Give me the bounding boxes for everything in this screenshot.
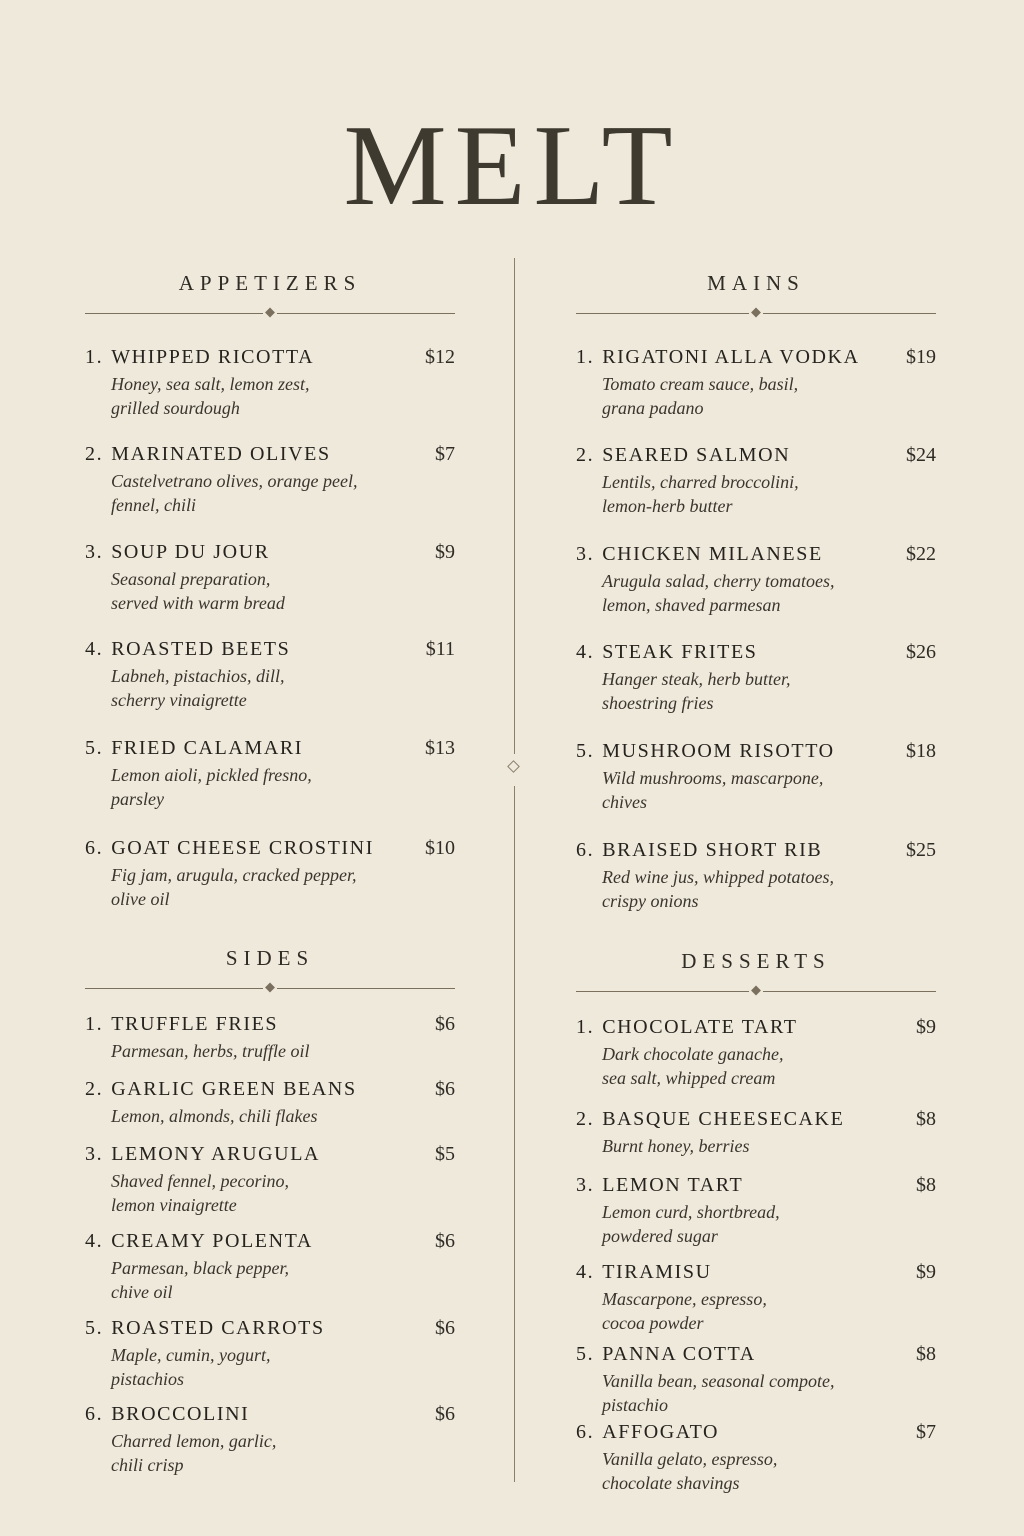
menu-item-name bbox=[576, 839, 822, 862]
menu-item bbox=[576, 543, 936, 617]
section-rule bbox=[85, 979, 455, 997]
menu-item-row bbox=[576, 444, 936, 467]
menu-item-description: Parmesan, black pepper, chive oil bbox=[111, 1258, 289, 1302]
menu-item bbox=[576, 839, 936, 913]
menu-item-description: Charred lemon, garlic, chili crisp bbox=[111, 1431, 277, 1475]
menu-item-row bbox=[576, 641, 936, 664]
menu-item-number: 4. bbox=[576, 641, 595, 663]
menu-item-row bbox=[85, 346, 455, 369]
restaurant-title: MELT bbox=[343, 102, 681, 230]
divider-diamond-ornament bbox=[507, 760, 520, 773]
diamond-ornament-icon bbox=[265, 983, 275, 993]
menu-item-name bbox=[576, 1174, 743, 1197]
menu-item-row bbox=[576, 346, 936, 369]
menu-item-number: 6. bbox=[85, 1403, 104, 1425]
menu-item-title: SEARED SALMON bbox=[602, 444, 791, 466]
menu-item-number: 2. bbox=[576, 1108, 595, 1130]
menu-item bbox=[85, 541, 455, 615]
section-rule bbox=[576, 982, 936, 1000]
column-divider-top bbox=[514, 258, 515, 754]
menu-item-row bbox=[85, 837, 455, 860]
menu-item-description: Shaved fennel, pecorino, lemon vinaigrette bbox=[111, 1171, 289, 1215]
menu-item-title: RIGATONI ALLA VODKA bbox=[602, 346, 860, 368]
menu-item-row bbox=[85, 1403, 455, 1426]
menu-item bbox=[85, 1317, 455, 1391]
menu-item bbox=[85, 443, 455, 517]
menu-item-row bbox=[85, 1143, 455, 1166]
right-column bbox=[576, 0, 936, 1536]
menu-item-row bbox=[85, 1317, 455, 1340]
menu-item bbox=[576, 1174, 936, 1248]
section-rule bbox=[85, 304, 455, 322]
menu-item-description: Lemon aioli, pickled fresno, parsley bbox=[111, 765, 312, 809]
menu-item-title: BRAISED SHORT RIB bbox=[602, 839, 823, 861]
menu-item-number: 5. bbox=[576, 740, 595, 762]
menu-item bbox=[576, 444, 936, 518]
mains-heading: MAINS bbox=[707, 271, 805, 295]
menu-item-row bbox=[576, 740, 936, 763]
desserts-heading: DESSERTS bbox=[681, 949, 831, 973]
menu-item-row bbox=[576, 1421, 936, 1444]
menu-item-title: CHICKEN MILANESE bbox=[602, 543, 823, 565]
menu-item-price: $7 bbox=[435, 443, 455, 465]
menu-item bbox=[85, 737, 455, 811]
appetizers-heading: APPETIZERS bbox=[178, 271, 362, 295]
menu-item-name bbox=[85, 737, 303, 760]
diamond-ornament-icon bbox=[265, 308, 275, 318]
sides-section bbox=[85, 943, 455, 1475]
menu-item-number: 6. bbox=[576, 1421, 595, 1443]
menu-item bbox=[576, 346, 936, 420]
menu-item-title: CHOCOLATE TART bbox=[602, 1016, 798, 1038]
menu-item-price: $6 bbox=[435, 1317, 455, 1339]
menu-item-name bbox=[576, 543, 823, 566]
menu-item-title: GARLIC GREEN BEANS bbox=[111, 1078, 357, 1100]
menu-item-title: ROASTED BEETS bbox=[111, 638, 291, 660]
menu-item-title: FRIED CALAMARI bbox=[111, 737, 304, 759]
menu-item-description: Parmesan, herbs, truffle oil bbox=[111, 1041, 310, 1061]
menu-item-name bbox=[85, 837, 374, 860]
menu-item-number: 5. bbox=[85, 1317, 104, 1339]
menu-item-price: $12 bbox=[425, 346, 455, 368]
menu-item bbox=[576, 740, 936, 814]
left-column bbox=[85, 0, 455, 1536]
menu-item-title: GOAT CHEESE CROSTINI bbox=[111, 837, 374, 859]
menu-item-price: $9 bbox=[435, 541, 455, 563]
menu-item-name bbox=[85, 638, 290, 661]
menu-item-name bbox=[85, 1403, 249, 1426]
menu-item-price: $18 bbox=[906, 740, 936, 762]
menu-item-title: LEMONY ARUGULA bbox=[111, 1143, 321, 1165]
menu-item-row bbox=[85, 541, 455, 564]
menu-item-title: AFFOGATO bbox=[602, 1421, 720, 1443]
menu-item-number: 2. bbox=[85, 1078, 104, 1100]
menu-item-number: 2. bbox=[85, 443, 104, 465]
menu-item-description: Labneh, pistachios, dill, scherry vinaigrette bbox=[111, 666, 285, 710]
menu-item-name bbox=[576, 1421, 719, 1444]
menu-item bbox=[85, 1403, 455, 1477]
menu-item-name bbox=[85, 541, 270, 564]
menu-item-title: PANNA COTTA bbox=[602, 1343, 756, 1365]
menu-item bbox=[85, 837, 455, 911]
menu-item bbox=[576, 1421, 936, 1495]
menu-item-title: SOUP DU JOUR bbox=[111, 541, 270, 563]
menu-item-name bbox=[576, 1261, 712, 1284]
menu-item-price: $11 bbox=[425, 638, 455, 660]
menu-item bbox=[85, 1230, 455, 1304]
menu-item-description: Maple, cumin, yogurt, pistachios bbox=[111, 1345, 271, 1389]
column-divider-bottom bbox=[514, 786, 515, 1482]
menu-item-title: ROASTED CARROTS bbox=[111, 1317, 325, 1339]
menu-item bbox=[576, 1108, 936, 1158]
menu-item-price: $19 bbox=[906, 346, 936, 368]
menu-item-row bbox=[576, 1174, 936, 1197]
sides-heading: SIDES bbox=[225, 946, 315, 970]
menu-item-title: LEMON TART bbox=[602, 1174, 744, 1196]
menu-item-price: $6 bbox=[435, 1078, 455, 1100]
menu-item-name bbox=[576, 641, 758, 664]
menu-item-description: Honey, sea salt, lemon zest, grilled sourdough bbox=[111, 374, 310, 418]
menu-item-title: STEAK FRITES bbox=[602, 641, 758, 663]
menu-item-row bbox=[576, 839, 936, 862]
menu-item-title: TIRAMISU bbox=[602, 1261, 712, 1283]
menu-item-price: $8 bbox=[916, 1343, 936, 1365]
menu-item-number: 4. bbox=[85, 638, 104, 660]
menu-item-price: $5 bbox=[435, 1143, 455, 1165]
menu-item-number: 1. bbox=[85, 346, 104, 368]
menu-item bbox=[576, 641, 936, 715]
menu-item-number: 1. bbox=[576, 1016, 595, 1038]
menu-item-number: 5. bbox=[576, 1343, 595, 1365]
menu-item-description: Lemon, almonds, chili flakes bbox=[111, 1106, 318, 1126]
menu-item-price: $6 bbox=[435, 1230, 455, 1252]
menu-item-name bbox=[576, 1016, 798, 1039]
menu-item-price: $13 bbox=[425, 737, 455, 759]
menu-item-name bbox=[576, 444, 790, 467]
menu-item-number: 2. bbox=[576, 444, 595, 466]
menu-item-description: Vanilla bean, seasonal compote, pistachio bbox=[602, 1371, 835, 1415]
menu-item-price: $9 bbox=[916, 1261, 936, 1283]
menu-item-description: Wild mushrooms, mascarpone, chives bbox=[602, 768, 824, 812]
menu-item-row bbox=[85, 443, 455, 466]
menu-item-description: Red wine jus, whipped potatoes, crispy onions bbox=[602, 867, 834, 911]
menu-item-name bbox=[85, 1230, 313, 1253]
menu-item-title: BROCCOLINI bbox=[111, 1403, 250, 1425]
desserts-section bbox=[576, 946, 936, 1493]
menu-item-description: Arugula salad, cherry tomatoes, lemon, shaved parmesan bbox=[602, 571, 835, 615]
menu-item-price: $22 bbox=[906, 543, 936, 565]
menu-item-row bbox=[85, 737, 455, 760]
menu-item-row bbox=[576, 1108, 936, 1131]
menu-item-description: Vanilla gelato, espresso, chocolate shavings bbox=[602, 1449, 778, 1493]
menu-item-price: $9 bbox=[916, 1016, 936, 1038]
menu-item-name bbox=[576, 346, 860, 369]
menu-item-number: 4. bbox=[85, 1230, 104, 1252]
menu-item-price: $7 bbox=[916, 1421, 936, 1443]
menu-item-name bbox=[85, 346, 314, 369]
menu-item-row bbox=[85, 638, 455, 661]
menu-item-title: MARINATED OLIVES bbox=[111, 443, 331, 465]
menu-item-name bbox=[85, 1078, 357, 1101]
section-rule bbox=[576, 304, 936, 322]
menu-item-description: Tomato cream sauce, basil, grana padano bbox=[602, 374, 799, 418]
menu-item-price: $6 bbox=[435, 1013, 455, 1035]
menu-item-description: Fig jam, arugula, cracked pepper, olive oil bbox=[111, 865, 357, 909]
menu-item-description: Lemon curd, shortbread, powdered sugar bbox=[602, 1202, 780, 1246]
menu-item-name bbox=[85, 443, 331, 466]
menu-item-name bbox=[85, 1317, 325, 1340]
menu-item-price: $26 bbox=[906, 641, 936, 663]
menu-item-number: 3. bbox=[576, 1174, 595, 1196]
diamond-ornament-icon bbox=[751, 986, 761, 996]
menu-item-number: 3. bbox=[85, 1143, 104, 1165]
menu-item-price: $25 bbox=[906, 839, 936, 861]
menu-item-row bbox=[85, 1078, 455, 1101]
menu-item-number: 1. bbox=[85, 1013, 104, 1035]
menu-item-row bbox=[85, 1013, 455, 1036]
menu-item-name bbox=[576, 1343, 756, 1366]
menu-item-row bbox=[576, 1343, 936, 1366]
menu-item bbox=[85, 1013, 455, 1063]
menu-item bbox=[576, 1343, 936, 1417]
menu-item-number: 5. bbox=[85, 737, 104, 759]
menu-item-description: Lentils, charred broccolini, lemon-herb butter bbox=[602, 472, 799, 516]
menu-item-name bbox=[85, 1013, 278, 1036]
menu-item-row bbox=[576, 543, 936, 566]
menu-item-title: WHIPPED RICOTTA bbox=[111, 346, 315, 368]
menu-item-name bbox=[576, 740, 835, 763]
menu-item-price: $8 bbox=[916, 1174, 936, 1196]
menu-item-row bbox=[576, 1261, 936, 1284]
menu-item-description: Seasonal preparation, served with warm bread bbox=[111, 569, 285, 613]
menu-item-name bbox=[85, 1143, 320, 1166]
menu-item-price: $6 bbox=[435, 1403, 455, 1425]
menu-item-price: $8 bbox=[916, 1108, 936, 1130]
menu-item bbox=[85, 1143, 455, 1217]
menu-item-description: Hanger steak, herb butter, shoestring fries bbox=[602, 669, 791, 713]
menu-item bbox=[85, 638, 455, 712]
menu-item-row bbox=[576, 1016, 936, 1039]
menu-item-price: $10 bbox=[425, 837, 455, 859]
menu-item-description: Castelvetrano olives, orange peel, fennel, chili bbox=[111, 471, 358, 515]
mains-section bbox=[576, 268, 936, 911]
menu-item-title: BASQUE CHEESECAKE bbox=[602, 1108, 845, 1130]
menu-item bbox=[576, 1261, 936, 1335]
menu-item-description: Mascarpone, espresso, cocoa powder bbox=[602, 1289, 767, 1333]
menu-item-description: Burnt honey, berries bbox=[602, 1136, 750, 1156]
menu-item bbox=[85, 1078, 455, 1128]
menu-item-number: 4. bbox=[576, 1261, 595, 1283]
menu-item-title: MUSHROOM RISOTTO bbox=[602, 740, 835, 762]
menu-item-description: Dark chocolate ganache, sea salt, whipped cream bbox=[602, 1044, 784, 1088]
menu-item-row bbox=[85, 1230, 455, 1253]
menu-item bbox=[576, 1016, 936, 1090]
menu-item-number: 6. bbox=[85, 837, 104, 859]
menu-item bbox=[85, 346, 455, 420]
menu-item-number: 3. bbox=[85, 541, 104, 563]
appetizers-section bbox=[85, 268, 455, 909]
menu-item-title: TRUFFLE FRIES bbox=[111, 1013, 279, 1035]
menu-item-price: $24 bbox=[906, 444, 936, 466]
menu-item-title: CREAMY POLENTA bbox=[111, 1230, 313, 1252]
menu-item-name bbox=[576, 1108, 844, 1131]
menu-item-number: 1. bbox=[576, 346, 595, 368]
menu-item-number: 3. bbox=[576, 543, 595, 565]
menu-item-number: 6. bbox=[576, 839, 595, 861]
diamond-ornament-icon bbox=[751, 308, 761, 318]
